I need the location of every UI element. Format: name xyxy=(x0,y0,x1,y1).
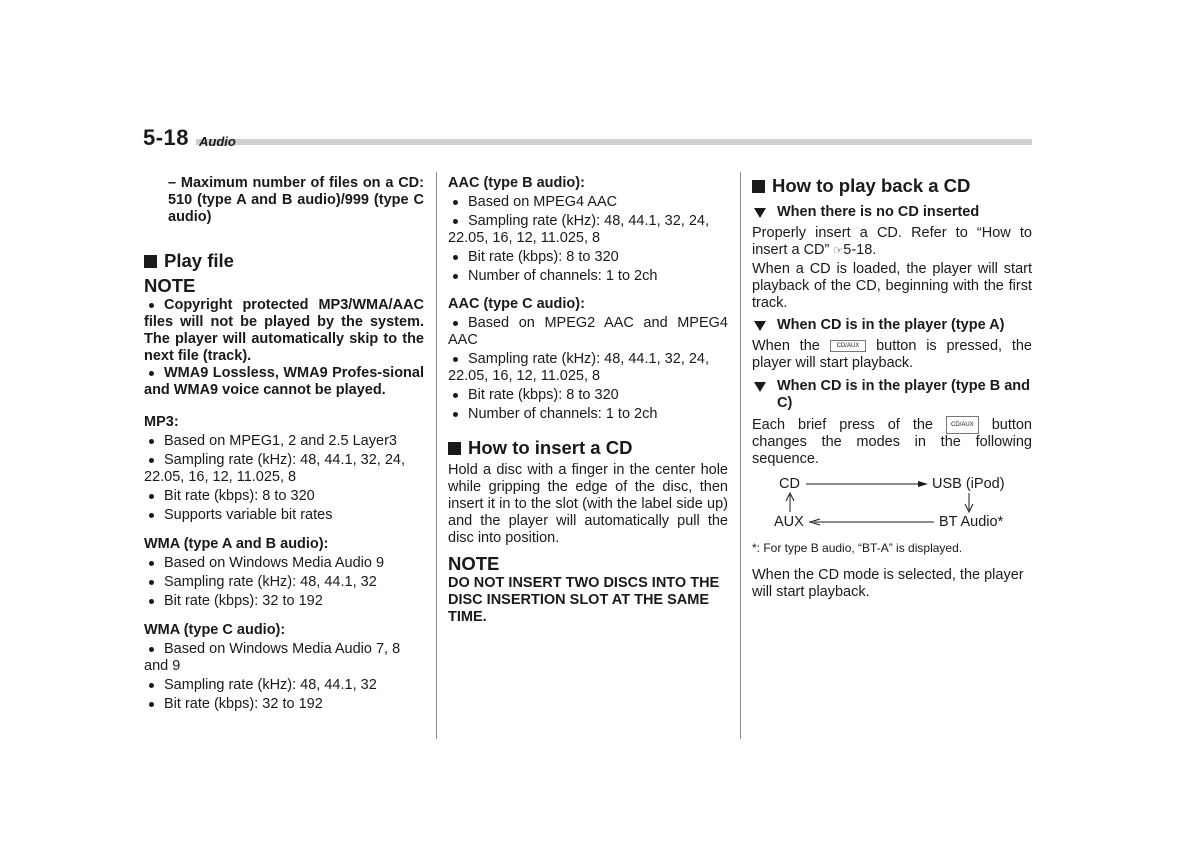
square-bullet-icon xyxy=(448,442,461,455)
text-part: Each brief press of the xyxy=(752,416,933,433)
mode-bt: BT Audio* xyxy=(939,514,1004,530)
note-text: DO NOT INSERT TWO DISCS INTO THE DISC INSERTION SLOT AT THE SAME TIME. xyxy=(448,575,720,625)
type-bc-text xyxy=(752,416,1032,468)
list-item: Bit rate (kbps): 8 to 320 xyxy=(448,249,728,266)
list-item: Based on Windows Media Audio 9 xyxy=(144,555,424,572)
type-a-heading: When CD is in the player (type A) xyxy=(752,317,1032,334)
heading-text: Play file xyxy=(164,250,234,271)
list-item: Sampling rate (kHz): 48, 44.1, 32, 24, 22.05, 16, 12, 11.025, 8 xyxy=(144,452,424,486)
list-item: Based on Windows Media Audio 7, 8 and 9 xyxy=(144,641,424,675)
list-item: Sampling rate (kHz): 48, 44.1, 32 xyxy=(144,574,424,591)
play-back-heading xyxy=(752,175,1032,197)
insert-cd-heading xyxy=(448,437,728,459)
no-cd-text-2: When a CD is loaded, the player will start playback of the CD, beginning with the first track. xyxy=(752,261,1032,311)
note-heading: NOTE xyxy=(144,275,196,296)
header-rule xyxy=(196,139,1032,145)
mode-sequence-diagram xyxy=(752,476,1032,536)
cd-mode-text: When the CD mode is selected, the player will start playback. xyxy=(752,567,1024,600)
aac-b-heading: AAC (type B audio): xyxy=(448,175,585,191)
column-divider xyxy=(436,172,437,739)
list-item: Number of channels: 1 to 2ch xyxy=(448,268,728,285)
square-bullet-icon xyxy=(752,180,765,193)
aac-c-heading: AAC (type C audio): xyxy=(448,296,585,312)
list-item: Sampling rate (kHz): 48, 44.1, 32, 24, 22.05, 16, 12, 11.025, 8 xyxy=(448,213,728,247)
note-heading: NOTE xyxy=(448,553,500,574)
list-item: Bit rate (kbps): 32 to 192 xyxy=(144,593,424,610)
list-item: Bit rate (kbps): 8 to 320 xyxy=(144,488,424,505)
note-item: Copyright protected MP3/WMA/AAC files will not be played by the system. The player will automatically skip to the next file (track). xyxy=(144,297,424,364)
heading-text: How to play back a CD xyxy=(772,175,971,196)
text-part: When the xyxy=(752,338,820,354)
column-right xyxy=(752,175,1032,601)
type-bc-heading: When CD is in the player (type B and C) xyxy=(752,378,1032,412)
insert-cd-text: Hold a disc with a finger in the center hole while gripping the edge of the disc, then insert it in to the slot (with the label side up) and the player will automatically pull the disc into position. xyxy=(448,462,728,546)
square-bullet-icon xyxy=(144,255,157,268)
text-part: button is pressed, the player will start playback. xyxy=(752,338,1033,371)
sequence-arrows xyxy=(752,476,1032,536)
list-item: Bit rate (kbps): 32 to 192 xyxy=(144,696,424,713)
no-cd-text xyxy=(752,225,1032,260)
mp3-heading: MP3: xyxy=(144,414,179,430)
list-item: Bit rate (kbps): 8 to 320 xyxy=(448,387,728,404)
page-number: 5-18 xyxy=(143,125,190,150)
wma-c-heading: WMA (type C audio): xyxy=(144,622,286,638)
mode-usb: USB (iPod) xyxy=(932,476,1005,492)
no-cd-heading: When there is no CD inserted xyxy=(752,204,1032,221)
footnote: *: For type B audio, “BT-A” is displayed. xyxy=(752,541,963,555)
note-item: WMA9 Lossless, WMA9 Profes-sional and WMA9 voice cannot be played. xyxy=(144,365,424,398)
max-files-note: – Maximum number of files on a CD: 510 (type A and B audio)/999 (type C audio) xyxy=(168,175,424,225)
mode-cd: CD xyxy=(779,476,800,492)
mode-aux: AUX xyxy=(774,514,804,530)
list-item: Based on MPEG4 AAC xyxy=(448,194,728,211)
list-item: Number of channels: 1 to 2ch xyxy=(448,406,728,423)
type-a-text xyxy=(752,338,1032,372)
cd-aux-button-icon: CD/AUX xyxy=(946,416,979,434)
wma-ab-heading: WMA (type A and B audio): xyxy=(144,536,329,552)
page-ref-icon: ☞ xyxy=(833,245,844,257)
list-item: Based on MPEG1, 2 and 2.5 Layer3 xyxy=(144,433,424,450)
list-item: Supports variable bit rates xyxy=(144,507,424,524)
text-part: button changes the modes in the following sequence. xyxy=(752,416,1033,467)
column-divider xyxy=(740,172,741,739)
section-title: Audio xyxy=(199,134,236,149)
list-item: Based on MPEG2 AAC and MPEG4 AAC xyxy=(448,315,728,348)
play-file-heading xyxy=(144,250,424,272)
no-cd-text-part: Properly insert a CD. Refer to “How to insert a CD” xyxy=(752,225,1032,258)
list-item: Sampling rate (kHz): 48, 44.1, 32 xyxy=(144,677,424,694)
column-left xyxy=(144,175,424,713)
cd-aux-button-icon: CD/AUX xyxy=(830,340,867,352)
column-middle xyxy=(448,175,728,626)
list-item: Sampling rate (kHz): 48, 44.1, 32, 24, 22.05, 16, 12, 11.025, 8 xyxy=(448,351,728,385)
heading-text: How to insert a CD xyxy=(468,437,633,458)
page-ref: 5-18. xyxy=(843,242,877,258)
